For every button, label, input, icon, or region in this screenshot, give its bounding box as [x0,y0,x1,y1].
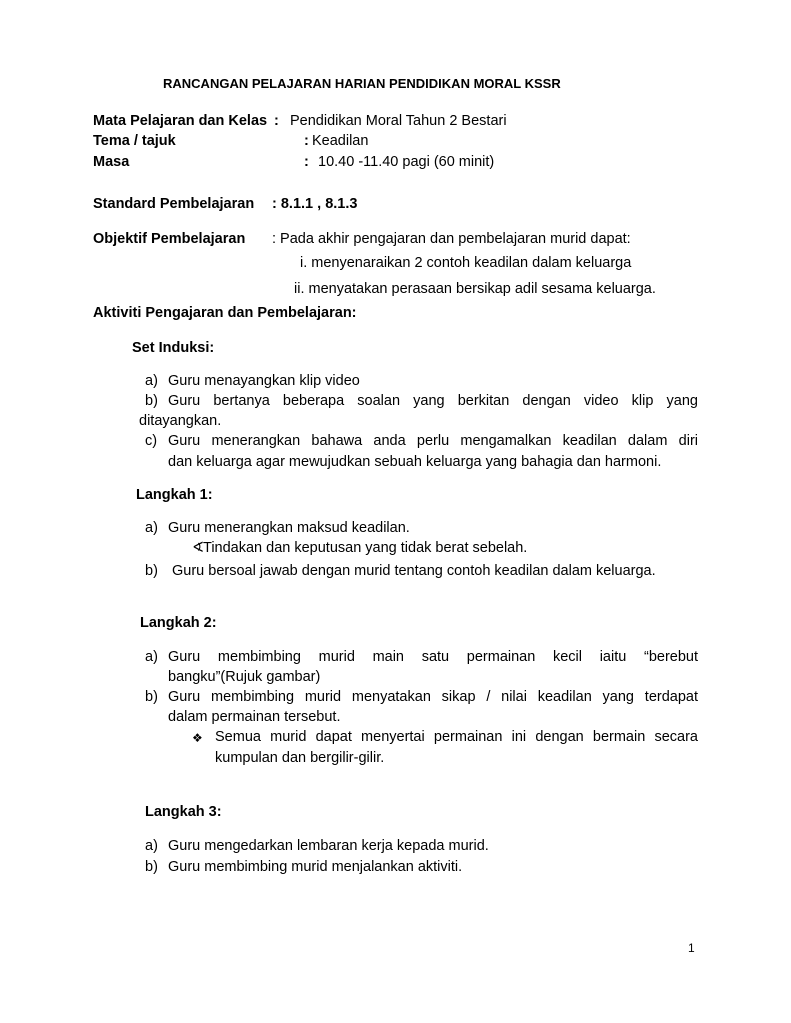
langkah-3-heading: Langkah 3: [145,804,222,820]
langkah-2-a-marker: a) [145,649,158,665]
langkah-2-a-text-line2: bangku”(Rujuk gambar) [168,669,321,685]
langkah-1-b-text: Guru bersoal jawab dengan murid tentang contoh keadilan dalam keluarga. [172,563,656,579]
langkah-3-a-text: Guru mengedarkan lembaran kerja kepada murid. [168,838,489,854]
set-induksi-b-text-line1: Guru bertanya beberapa soalan yang berkitan dengan video klip yang [168,393,698,409]
subject-label: Mata Pelajaran dan Kelas [93,113,268,129]
langkah-2-sub-text-line1: Semua murid dapat menyertai permainan ini dengan bermain secara [215,729,698,745]
page-number: 1 [688,941,695,955]
subject-colon: : [274,113,279,129]
langkah-2-b-text-line2: dalam permainan tersebut. [168,709,341,725]
langkah-2-sub-text-line2: kumpulan dan bergilir-gilir. [215,750,385,766]
langkah-2-heading: Langkah 2: [140,615,217,631]
activities-heading: Aktiviti Pengajaran dan Pembelajaran: [93,305,357,321]
page-title: RANCANGAN PELAJARAN HARIAN PENDIDIKAN MORAL KSSR [163,76,561,91]
langkah-1-a-marker: a) [145,520,158,536]
langkah-3-b-text: Guru membimbing murid menjalankan aktiviti. [168,859,463,875]
langkah-1-b-marker: b) [145,563,158,579]
objective-item-2: ii. menyatakan perasaan bersikap adil sesama keluarga. [294,281,656,297]
angle-bullet-icon: ∢ [192,540,205,556]
theme-value: Keadilan [312,133,369,149]
langkah-2-a-text-line1: Guru membimbing murid main satu permainan kecil iaitu “berebut [168,649,698,665]
diamond-bullet-icon: ❖ [192,731,203,745]
set-induksi-c-text-line1: Guru menerangkan bahawa anda perlu mengamalkan keadilan dalam diri [168,433,698,449]
objective-label: Objektif Pembelajaran [93,231,246,247]
set-induksi-b-text-line2: ditayangkan. [139,413,222,429]
time-label: Masa [93,154,130,170]
standard-label: Standard Pembelajaran [93,196,255,212]
time-value: 10.40 -11.40 pagi (60 minit) [318,154,495,170]
set-induksi-c-marker: c) [145,433,158,449]
theme-label: Tema / tajuk [93,133,176,149]
subject-value: Pendidikan Moral Tahun 2 Bestari [290,113,507,129]
theme-colon: : [304,133,309,149]
objective-item-1: i. menyenaraikan 2 contoh keadilan dalam keluarga [300,255,632,271]
langkah-2-b-marker: b) [145,689,158,705]
langkah-1-sub-text: Tindakan dan keputusan yang tidak berat sebelah. [203,540,528,556]
objective-intro: : Pada akhir pengajaran dan pembelajaran murid dapat: [272,231,631,247]
set-induksi-a-marker: a) [145,373,158,389]
standard-value: : 8.1.1 , 8.1.3 [272,196,358,212]
langkah-3-a-marker: a) [145,838,158,854]
langkah-1-heading: Langkah 1: [136,487,213,503]
langkah-3-b-marker: b) [145,859,158,875]
langkah-1-a-text: Guru menerangkan maksud keadilan. [168,520,410,536]
langkah-2-b-text-line1: Guru membimbing murid menyatakan sikap / nilai keadilan yang terdapat [168,689,698,705]
set-induksi-b-marker: b) [145,393,158,409]
set-induksi-c-text-line2: dan keluarga agar mewujudkan sebuah keluarga yang bahagia dan harmoni. [168,454,662,470]
set-induksi-a-text: Guru menayangkan klip video [168,373,360,389]
time-colon: : [304,154,309,170]
set-induksi-heading: Set Induksi: [132,340,215,356]
